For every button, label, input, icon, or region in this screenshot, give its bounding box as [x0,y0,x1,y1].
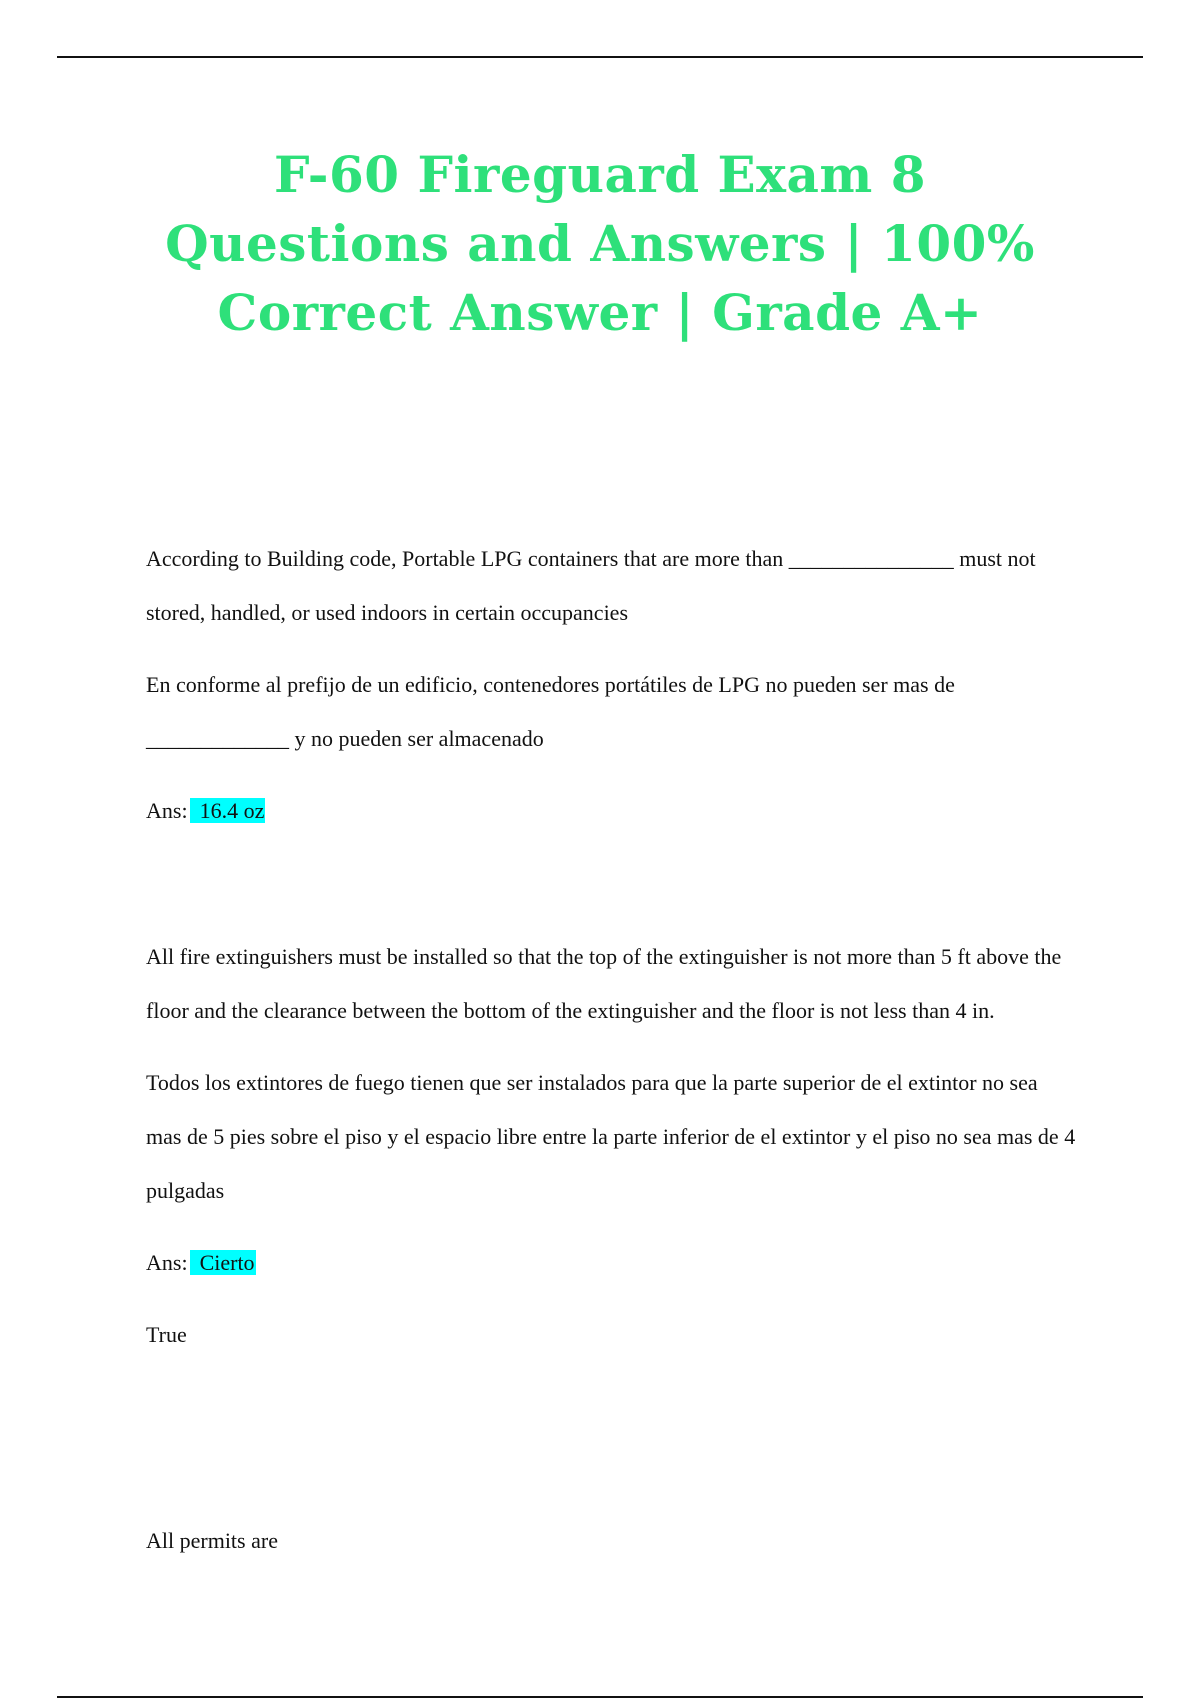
question-2-spanish: Todos los extintores de fuego tienen que ser instalados para que la parte superior de el extintor no sea mas de 5 pies sobre el piso y el espacio libre entre la parte inferior de el extintor y el piso no sea mas de 4 pulgadas [146,1070,1076,1203]
question-1-spanish: En conforme al prefijo de un edificio, contenedores portátiles de LPG no pueden ser mas de _____________ y no pueden ser almacenado [146,672,955,751]
answer-label: Ans: [146,798,188,823]
header-rule [57,56,1143,58]
question-block-3 [146,1514,1076,1568]
question-block-1 [146,532,1076,838]
question-1-answer [146,784,1076,838]
answer-label: Ans: [146,1250,188,1275]
footer-rule [57,1696,1143,1698]
question-block-2 [146,930,1076,1362]
answer-highlight: 16.4 oz [190,798,266,823]
question-2-answer [146,1236,1076,1290]
question-2-extra: True [146,1322,187,1347]
question-2-english: All fire extinguishers must be installed so that the top of the extinguisher is not more than 5 ft above the floor and the clearance between the bottom of the extinguisher and the floor is not less than 4 in. [146,944,1062,1023]
document-title: F-60 Fireguard Exam 8 Questions and Answers | 100% Correct Answer | Grade A+ [165,145,1035,342]
answer-highlight: Cierto [190,1250,256,1275]
question-1-english: According to Building code, Portable LPG containers that are more than _______________ must not stored, handled, or used indoors in certain occupancies [146,546,1036,625]
question-3-english: All permits are [146,1528,278,1553]
